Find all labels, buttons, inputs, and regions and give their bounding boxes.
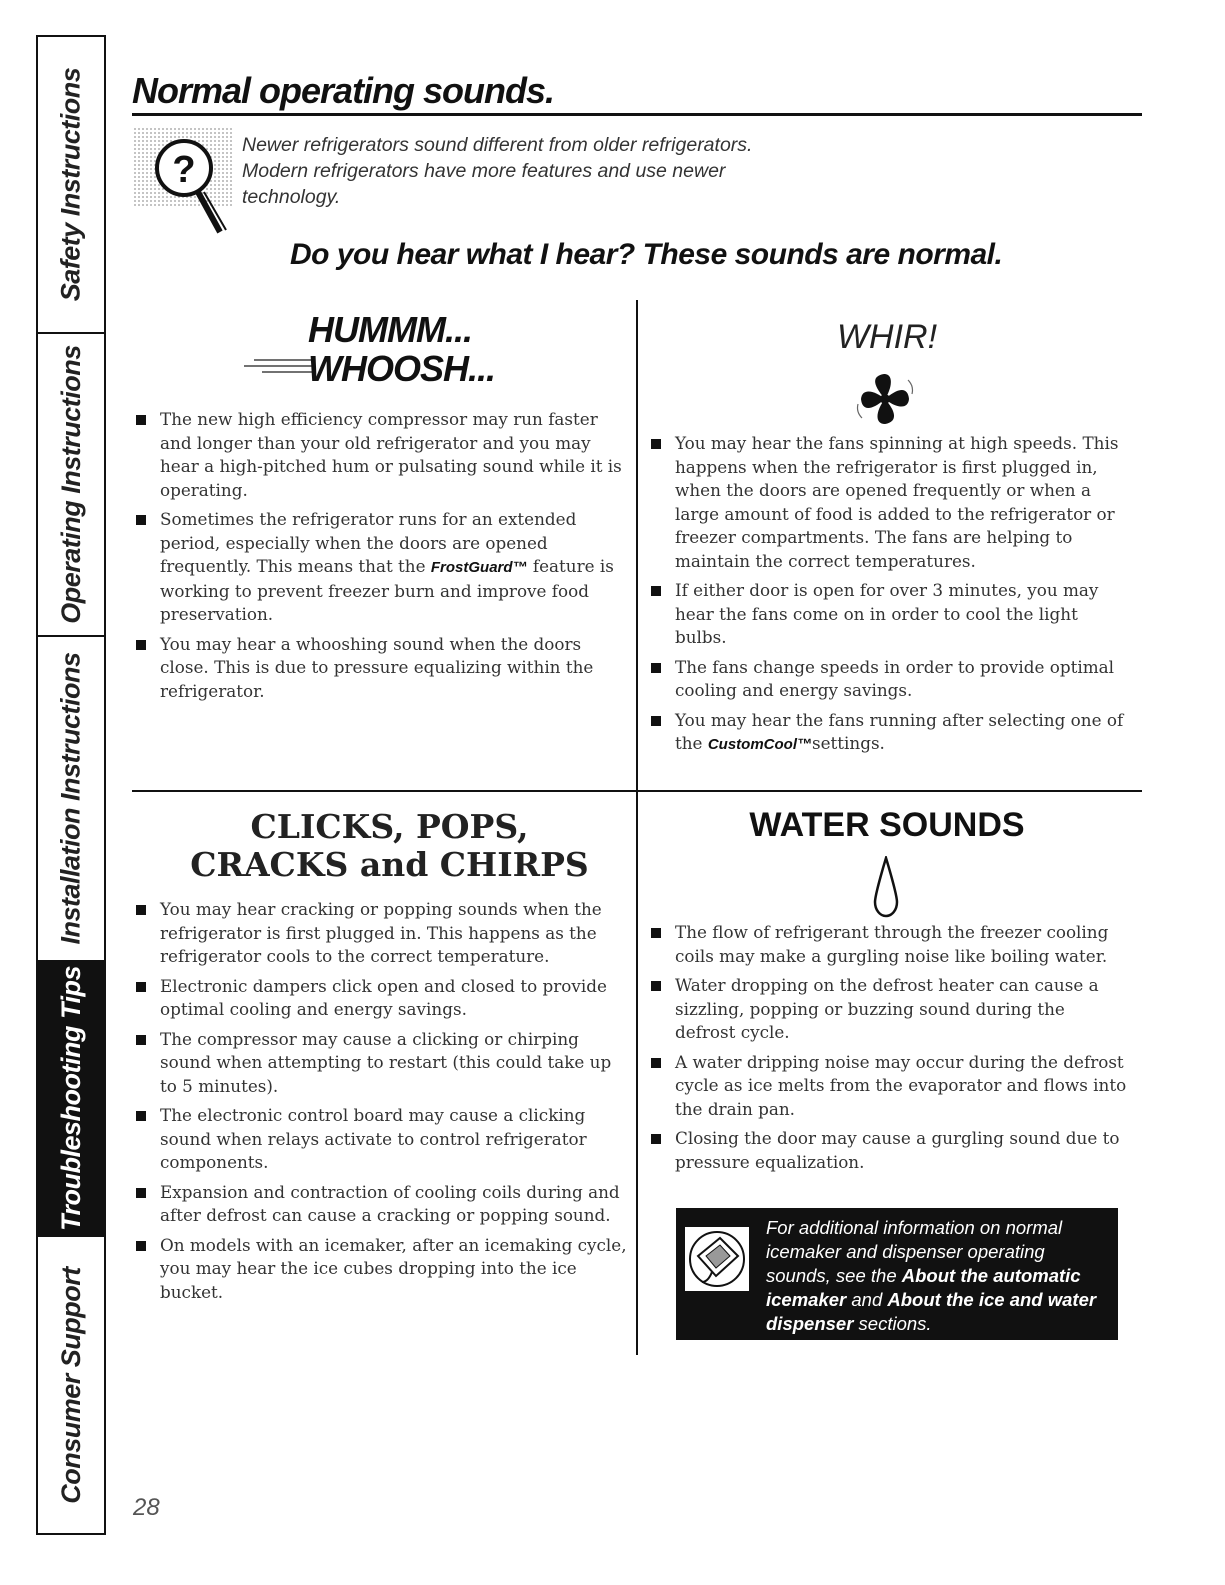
- tab-operating-instructions[interactable]: [36, 332, 106, 635]
- info-note-box: [676, 1208, 1118, 1340]
- whoosh-heading: WHOOSH...: [308, 348, 495, 389]
- brand-name: CustomCool™: [707, 736, 812, 753]
- list-item: The compressor may cause a clicking or chirping sound when attempting to restart (this could take up to 5 minutes).: [132, 1028, 627, 1099]
- tab-consumer-support[interactable]: [36, 1235, 106, 1535]
- column-divider-bottom: [636, 792, 638, 1355]
- list-item: A water dripping noise may occur during the defrost cycle as ice melts from the evaporator and flows into the drain pan.: [647, 1051, 1127, 1122]
- section-subtitle: Do you hear what I hear? These sounds are normal.: [290, 238, 1003, 271]
- page-title: Normal operating sounds.: [132, 70, 555, 111]
- water-bullet-list: [647, 921, 1127, 1174]
- list-item: [647, 709, 1127, 757]
- note-text-part: For additional information on normal icemaker and dispenser operating sounds, see the: [766, 1217, 1063, 1286]
- clicks-heading-line: CRACKS and CHIRPS: [190, 845, 589, 884]
- note-link-dispenser[interactable]: About the ice and water dispenser: [766, 1289, 1097, 1334]
- brand-name: FrostGuard™: [430, 559, 528, 576]
- list-item: You may hear cracking or popping sounds when the refrigerator is first plugged in. This happens as the refrigerator cools to the correct temperature.: [132, 898, 627, 969]
- tab-label: Safety Instructions: [55, 67, 86, 302]
- list-item: On models with an icemaker, after an icemaking cycle, you may hear the ice cubes dropping into the ice bucket.: [132, 1234, 627, 1305]
- intro-line: Newer refrigerators sound different from older refrigerators.: [242, 134, 753, 156]
- hum-heading: HUMMM...: [308, 309, 472, 350]
- tab-label: Troubleshooting Tips: [55, 966, 86, 1231]
- list-item: You may hear a whooshing sound when the doors close. This is due to pressure equalizing within the refrigerator.: [132, 633, 627, 704]
- sidebar-nav: [36, 35, 106, 1535]
- note-text-part: and: [846, 1289, 888, 1310]
- clicks-section: [132, 808, 627, 1310]
- intro-text: [242, 132, 802, 210]
- column-divider-top: [636, 300, 638, 790]
- tab-installation-instructions[interactable]: [36, 635, 106, 960]
- clicks-bullet-list: [132, 898, 627, 1304]
- whoosh-lines-icon: [234, 356, 314, 376]
- note-text-part: sections.: [853, 1313, 932, 1334]
- title-rule: [132, 113, 1142, 116]
- note-text: [766, 1216, 1111, 1336]
- clicks-heading: [152, 808, 627, 884]
- question-magnifier-icon: [134, 128, 234, 238]
- list-item: Electronic dampers click open and closed to provide optimal cooling and energy savings.: [132, 975, 627, 1022]
- tab-safety-instructions[interactable]: [36, 35, 106, 332]
- whir-heading: WHIR!: [836, 318, 938, 356]
- list-item: Expansion and contraction of cooling coils during and after defrost can cause a cracking or popping sound.: [132, 1181, 627, 1228]
- tab-label: Installation Instructions: [55, 652, 86, 945]
- list-item: If either door is open for over 3 minutes, you may hear the fans come on in order to cool the light bulbs.: [647, 579, 1127, 650]
- tab-troubleshooting-tips[interactable]: [36, 960, 106, 1235]
- bullet-text: Sometimes the refrigerator runs for an extended period, especially when the doors are opened frequently. This means that the: [160, 509, 577, 576]
- list-item: Water dropping on the defrost heater can cause a sizzling, popping or buzzing sound during the defrost cycle.: [647, 974, 1127, 1045]
- tab-label: Operating Instructions: [55, 345, 86, 624]
- intro-line: technology.: [242, 186, 341, 208]
- bullet-text: feature is working to prevent freezer burn and improve food preservation.: [160, 556, 614, 624]
- list-item: [132, 508, 627, 627]
- hum-whoosh-section: [132, 308, 627, 709]
- bullet-text: settings.: [812, 733, 885, 753]
- whir-section: [647, 318, 1127, 763]
- page-number: 28: [133, 1494, 160, 1521]
- bullet-text: You may hear the fans running after selecting one of the: [675, 709, 1124, 753]
- whir-bullet-list: [647, 432, 1127, 757]
- water-section: [647, 806, 1127, 1180]
- tab-label: Consumer Support: [55, 1266, 86, 1504]
- svg-text:?: ?: [172, 149, 196, 191]
- water-drop-icon: [871, 856, 901, 918]
- note-link-icemaker[interactable]: About the automatic icemaker: [766, 1265, 1081, 1310]
- list-item: The flow of refrigerant through the freezer cooling coils may make a gurgling noise like boiling water.: [647, 921, 1127, 968]
- list-item: The new high efficiency compressor may run faster and longer than your old refrigerator and you may hear a high-pitched hum or pulsating sound while it is operating.: [132, 408, 627, 502]
- water-heading: WATER SOUNDS: [749, 806, 1025, 844]
- hum-bullet-list: [132, 408, 627, 703]
- clicks-heading-line: CLICKS, POPS,: [250, 807, 529, 846]
- intro-line: Modern refrigerators have more features and use newer: [242, 160, 726, 182]
- icemaker-note-icon: [684, 1226, 750, 1292]
- list-item: The fans change speeds in order to provide optimal cooling and energy savings.: [647, 656, 1127, 703]
- list-item: You may hear the fans spinning at high speeds. This happens when the refrigerator is first plugged in, when the doors are opened frequently or when a large amount of food is added to the refrigerator or freezer compartments. The fans are helping to maintain the correct temperatures.: [647, 432, 1127, 573]
- list-item: Closing the door may cause a gurgling sound due to pressure equalization.: [647, 1127, 1127, 1174]
- fan-icon: [852, 366, 918, 432]
- list-item: The electronic control board may cause a clicking sound when relays activate to control refrigerator components.: [132, 1104, 627, 1175]
